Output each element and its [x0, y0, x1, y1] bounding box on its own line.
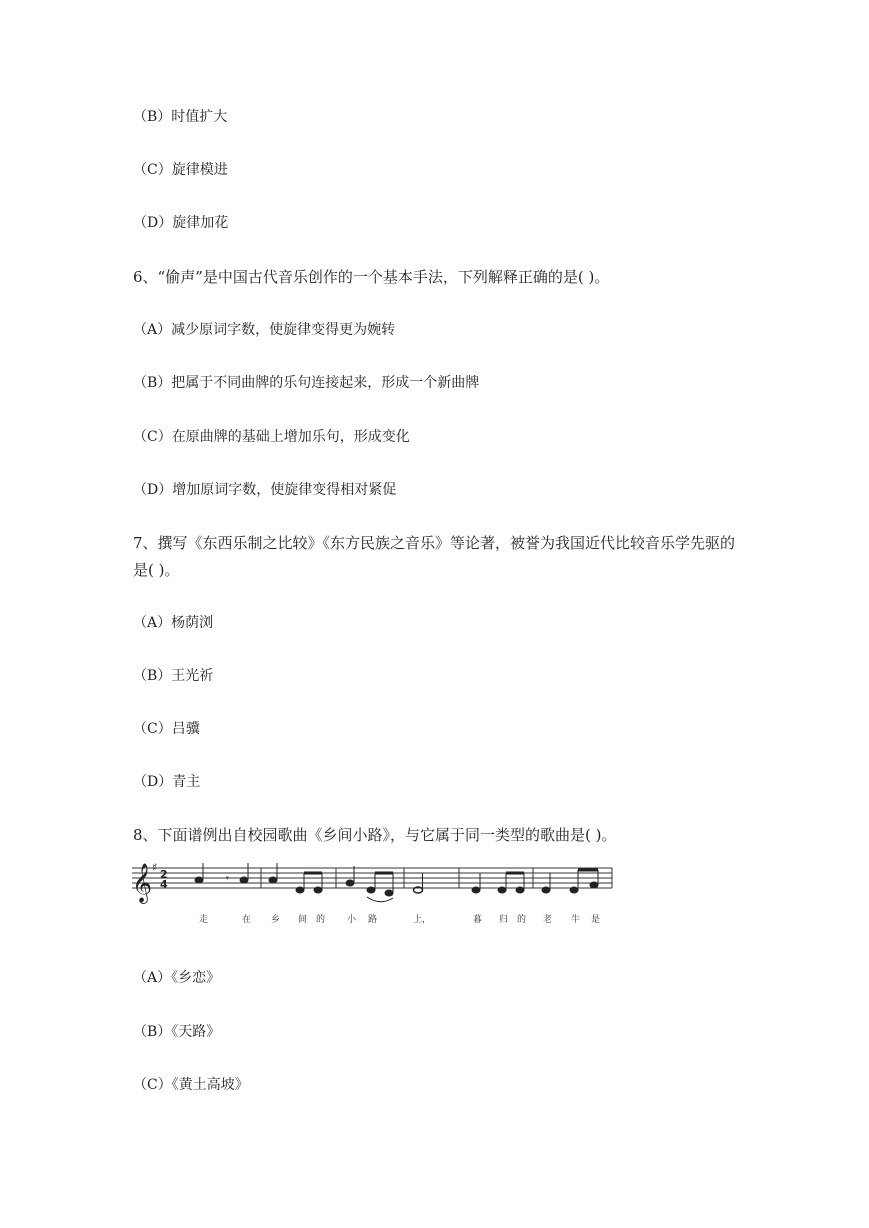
option-prev-c: （C）旋律模进	[133, 162, 228, 178]
lyric-syllable: 的	[316, 915, 326, 925]
lyric-syllable: 是	[591, 915, 601, 925]
lyric-syllable: 走	[199, 915, 209, 925]
question-6-stem: 6、“偷声”是中国古代音乐创作的一个基本手法，下列解释正确的是( )。	[133, 268, 610, 286]
question-8-option-a: （A）《乡恋》	[133, 970, 221, 986]
svg-text:𝄾: 𝄾	[226, 872, 229, 885]
lyric-syllable: 乡	[271, 915, 281, 925]
treble-clef-icon: 𝄞	[132, 863, 153, 903]
question-7-stem-line2: 是( )。	[133, 561, 180, 579]
lyric-syllable: 暮	[473, 915, 483, 925]
lyric-syllable: 间	[298, 915, 308, 925]
staff-lines	[132, 868, 612, 888]
option-prev-d: （D）旋律加花	[133, 215, 229, 231]
music-score	[128, 856, 614, 932]
lyric-syllable: 的	[517, 915, 527, 925]
lyric-syllable: 上，	[413, 915, 432, 925]
question-6-option-b: （B）把属于不同曲牌的乐句连接起来，形成一个新曲牌	[133, 375, 480, 391]
notes	[195, 863, 598, 902]
question-6-option-c: （C）在原曲牌的基础上增加乐句，形成变化	[133, 429, 410, 445]
question-8-option-b: （B）《天路》	[133, 1024, 221, 1040]
key-signature-sharp: ♯	[152, 861, 158, 874]
question-8-stem: 8、下面谱例出自校园歌曲《乡间小路》，与它属于同一类型的歌曲是( )。	[133, 826, 617, 844]
question-7-option-c: （C）吕骥	[133, 721, 200, 737]
time-signature-top: 2	[160, 868, 168, 881]
question-8-option-c: （C）《黄土高坡》	[133, 1077, 249, 1093]
question-7-option-a: （A）杨荫浏	[133, 615, 214, 631]
lyric-syllable: 归	[499, 915, 509, 925]
option-prev-b: （B）时值扩大	[133, 109, 228, 125]
lyric-syllable: 老	[543, 915, 553, 925]
question-7-stem-line1: 7、撰写《东西乐制之比较》《东方民族之音乐》等论著，被誉为我国近代比较音乐学先驱的	[133, 534, 736, 552]
lyric-syllable: 小	[347, 915, 357, 925]
lyrics	[199, 913, 600, 925]
question-7-option-d: （D）青主	[133, 774, 201, 790]
question-6-option-a: （A）减少原词字数，使旋律变得更为婉转	[133, 322, 396, 338]
question-7-option-b: （B）王光祈	[133, 668, 214, 684]
time-signature-bottom: 4	[160, 878, 168, 891]
lyric-syllable: 牛	[571, 915, 581, 925]
lyric-syllable: 在	[242, 915, 252, 925]
question-6-option-d: （D）增加原词字数，使旋律变得相对紧促	[133, 482, 397, 498]
lyric-syllable: 路	[368, 915, 378, 925]
